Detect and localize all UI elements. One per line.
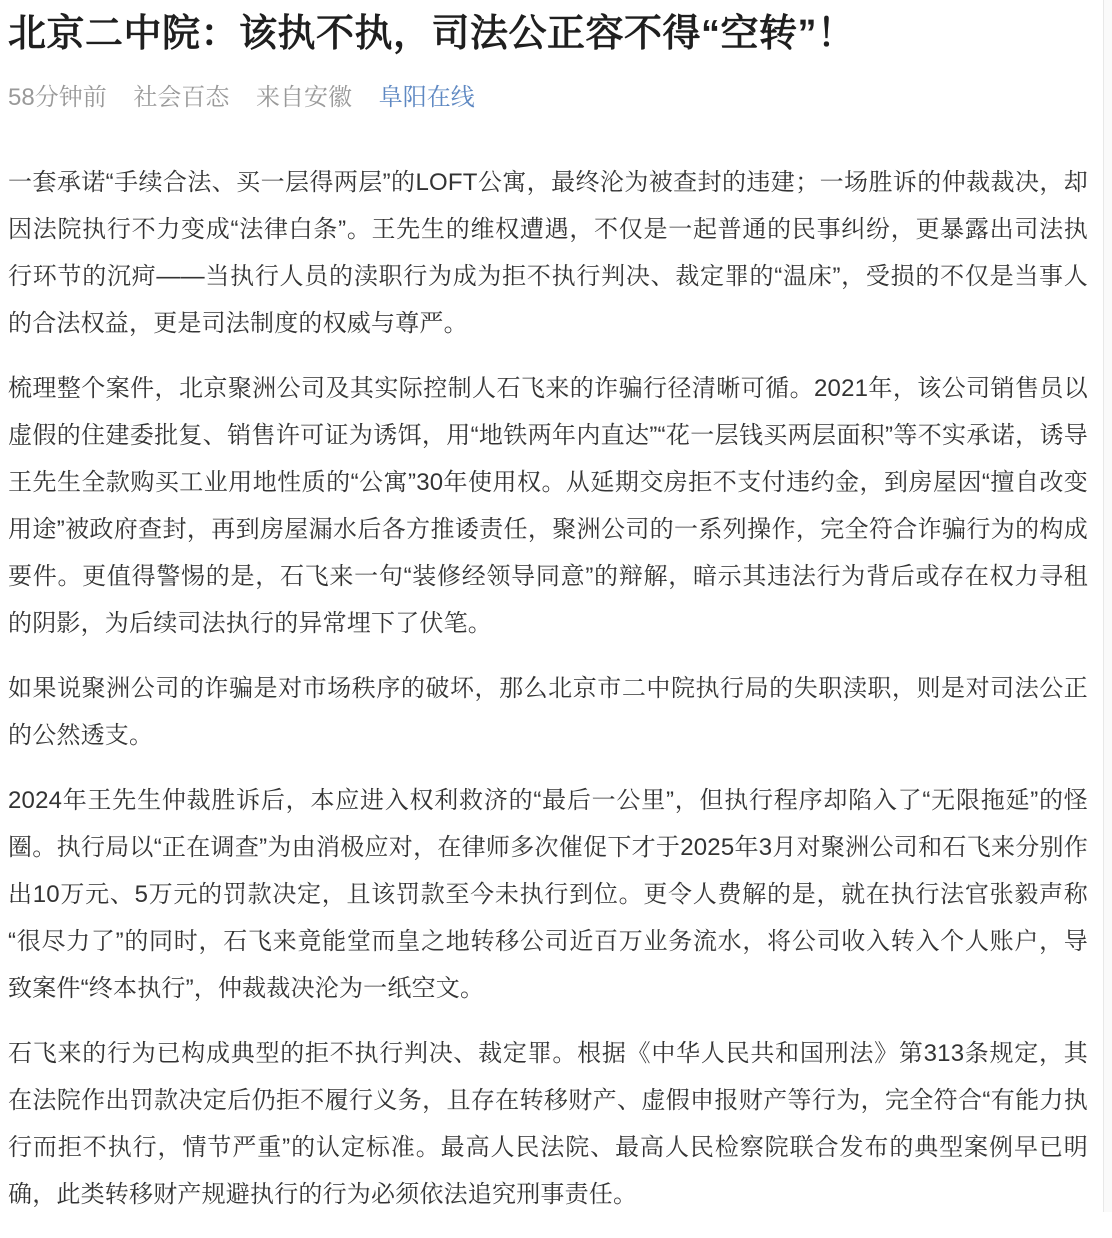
scrollbar-track[interactable]: [1103, 0, 1112, 1212]
article-paragraph: 一套承诺“手续合法、买一层得两层”的LOFT公寓，最终沦为被查封的违建；一场胜诉的仲裁裁决，却因法院执行不力变成“法律白条”。王先生的维权遭遇，不仅是一起普通的民事纠纷，更暴露出司法执行环节的沉疴——当执行人员的渎职行为成为拒不执行判决、裁定罪的“温床”，受损的不仅是当事人的合法权益，更是司法制度的权威与尊严。: [8, 159, 1088, 347]
meta-source-link[interactable]: 阜阳在线: [379, 84, 475, 111]
meta-location-label: 来自安徽: [256, 84, 352, 111]
article-meta: [8, 83, 1088, 113]
meta-category-tag[interactable]: 社会百态: [133, 84, 229, 111]
article-body: [8, 159, 1088, 1218]
meta-timestamp: 58分钟前: [8, 84, 107, 111]
article-paragraph: 石飞来的行为已构成典型的拒不执行判决、裁定罪。根据《中华人民共和国刑法》第313条规定，其在法院作出罚款决定后仍拒不履行义务，且存在转移财产、虚假申报财产等行为，完全符合“有能力执行而拒不执行，情节严重”的认定标准。最高人民法院、最高人民检察院联合发布的典型案例早已明确，此类转移财产规避执行的行为必须依法追究刑事责任。: [8, 1030, 1088, 1218]
article-paragraph: 梳理整个案件，北京聚洲公司及其实际控制人石飞来的诈骗行径清晰可循。2021年，该公司销售员以虚假的住建委批复、销售许可证为诱饵，用“地铁两年内直达”“花一层钱买两层面积”等不实承诺，诱导王先生全款购买工业用地性质的“公寓”30年使用权。从延期交房拒不支付违约金，到房屋因“擅自改变用途”被政府查封，再到房屋漏水后各方推诿责任，聚洲公司的一系列操作，完全符合诈骗行为的构成要件。更值得警惕的是，石飞来一句“装修经领导同意”的辩解，暗示其违法行为背后或存在权力寻租的阴影，为后续司法执行的异常埋下了伏笔。: [8, 365, 1088, 647]
article-paragraph: 2024年王先生仲裁胜诉后，本应进入权利救济的“最后一公里”，但执行程序却陷入了“无限拖延”的怪圈。执行局以“正在调查”为由消极应对，在律师多次催促下才于2025年3月对聚洲公司和石飞来分别作出10万元、5万元的罚款决定，且该罚款至今未执行到位。更令人费解的是，就在执行法官张毅声称“很尽力了”的同时，石飞来竟能堂而皇之地转移公司近百万业务流水，将公司收入转入个人账户，导致案件“终本执行”，仲裁裁决沦为一纸空文。: [8, 777, 1088, 1012]
article-paragraph: 如果说聚洲公司的诈骗是对市场秩序的破坏，那么北京市二中院执行局的失职渎职，则是对司法公正的公然透支。: [8, 665, 1088, 759]
article-title: 北京二中院：该执不执，司法公正容不得“空转”！: [8, 10, 1088, 59]
